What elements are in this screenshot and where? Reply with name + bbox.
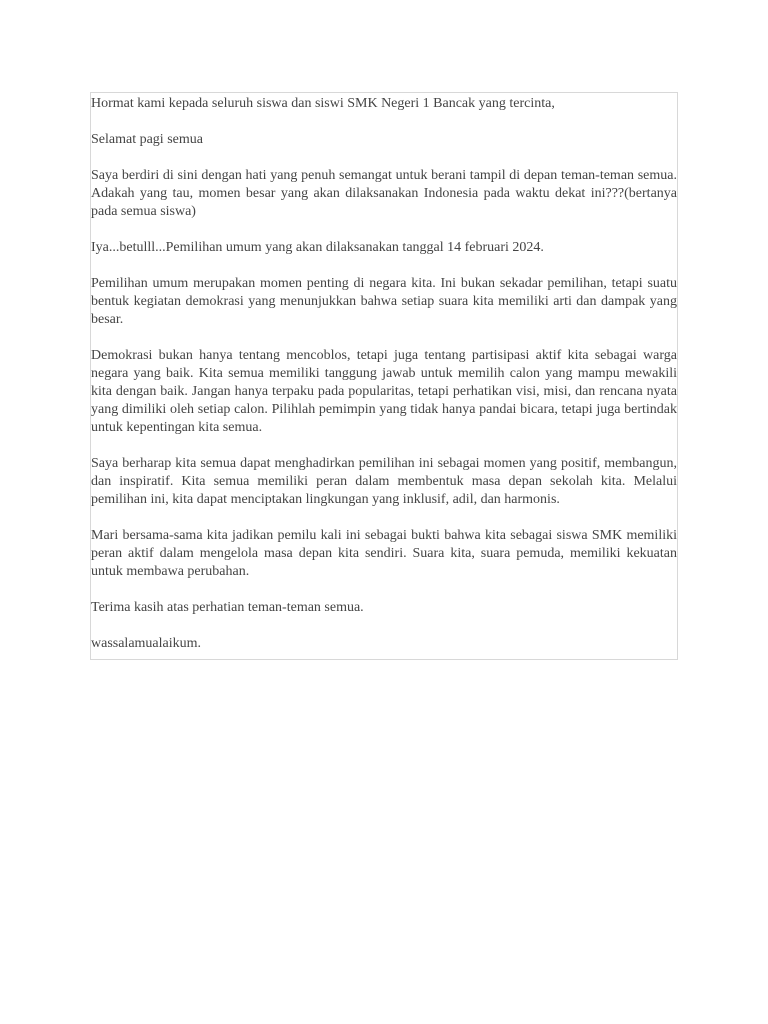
greeting-paragraph: Hormat kami kepada seluruh siswa dan siswi SMK Negeri 1 Bancak yang tercinta,: [91, 96, 555, 111]
speech-text-box: [90, 92, 678, 660]
closing-paragraph: wassalamualaikum.: [91, 636, 202, 651]
morning-greeting-paragraph: Selamat pagi semua: [91, 132, 203, 147]
opening-paragraph: Saya berdiri di sini dengan hati yang penuh semangat untuk berani tampil di depan teman-teman semua. Adakah yang tau, momen besar yang akan dilaksanakan Indonesia pada waktu dekat ini???(bertanya pada semua siswa): [91, 168, 677, 219]
election-date-paragraph: Iya...betulll...Pemilihan umum yang akan dilaksanakan tanggal 14 februari 2024.: [91, 240, 544, 255]
hope-paragraph: Saya berharap kita semua dapat menghadirkan pemilihan ini sebagai momen yang positif, membangun, dan inspiratif. Kita semua memiliki peran dalam membentuk masa depan sekolah kita. Melalui pemilihan ini, kita dapat menciptakan lingkungan yang inklusif, adil, dan harmonis.: [91, 456, 677, 507]
election-importance-paragraph: Pemilihan umum merupakan momen penting di negara kita. Ini bukan sekadar pemilihan, tetapi suatu bentuk kegiatan demokrasi yang menunjukkan bahwa setiap suara kita memiliki arti dan dampak yang besar.: [91, 276, 677, 327]
call-to-action-paragraph: Mari bersama-sama kita jadikan pemilu kali ini sebagai bukti bahwa kita sebagai siswa SMK memiliki peran aktif dalam mengelola masa depan kita sendiri. Suara kita, suara pemuda, memiliki kekuatan untuk membawa perubahan.: [91, 528, 677, 579]
thanks-paragraph: Terima kasih atas perhatian teman-teman semua.: [91, 600, 364, 615]
democracy-paragraph: Demokrasi bukan hanya tentang mencoblos, tetapi juga tentang partisipasi aktif kita sebagai warga negara yang baik. Kita semua memiliki tanggung jawab untuk memilih calon yang mampu mewakili kita dengan baik. Jangan hanya terpaku pada popularitas, tetapi perhatikan visi, misi, dan rencana nyata yang dimiliki oleh setiap calon. Pilihlah pemimpin yang tidak hanya pandai bicara, tetapi juga bertindak untuk kepentingan kita semua.: [91, 348, 677, 435]
